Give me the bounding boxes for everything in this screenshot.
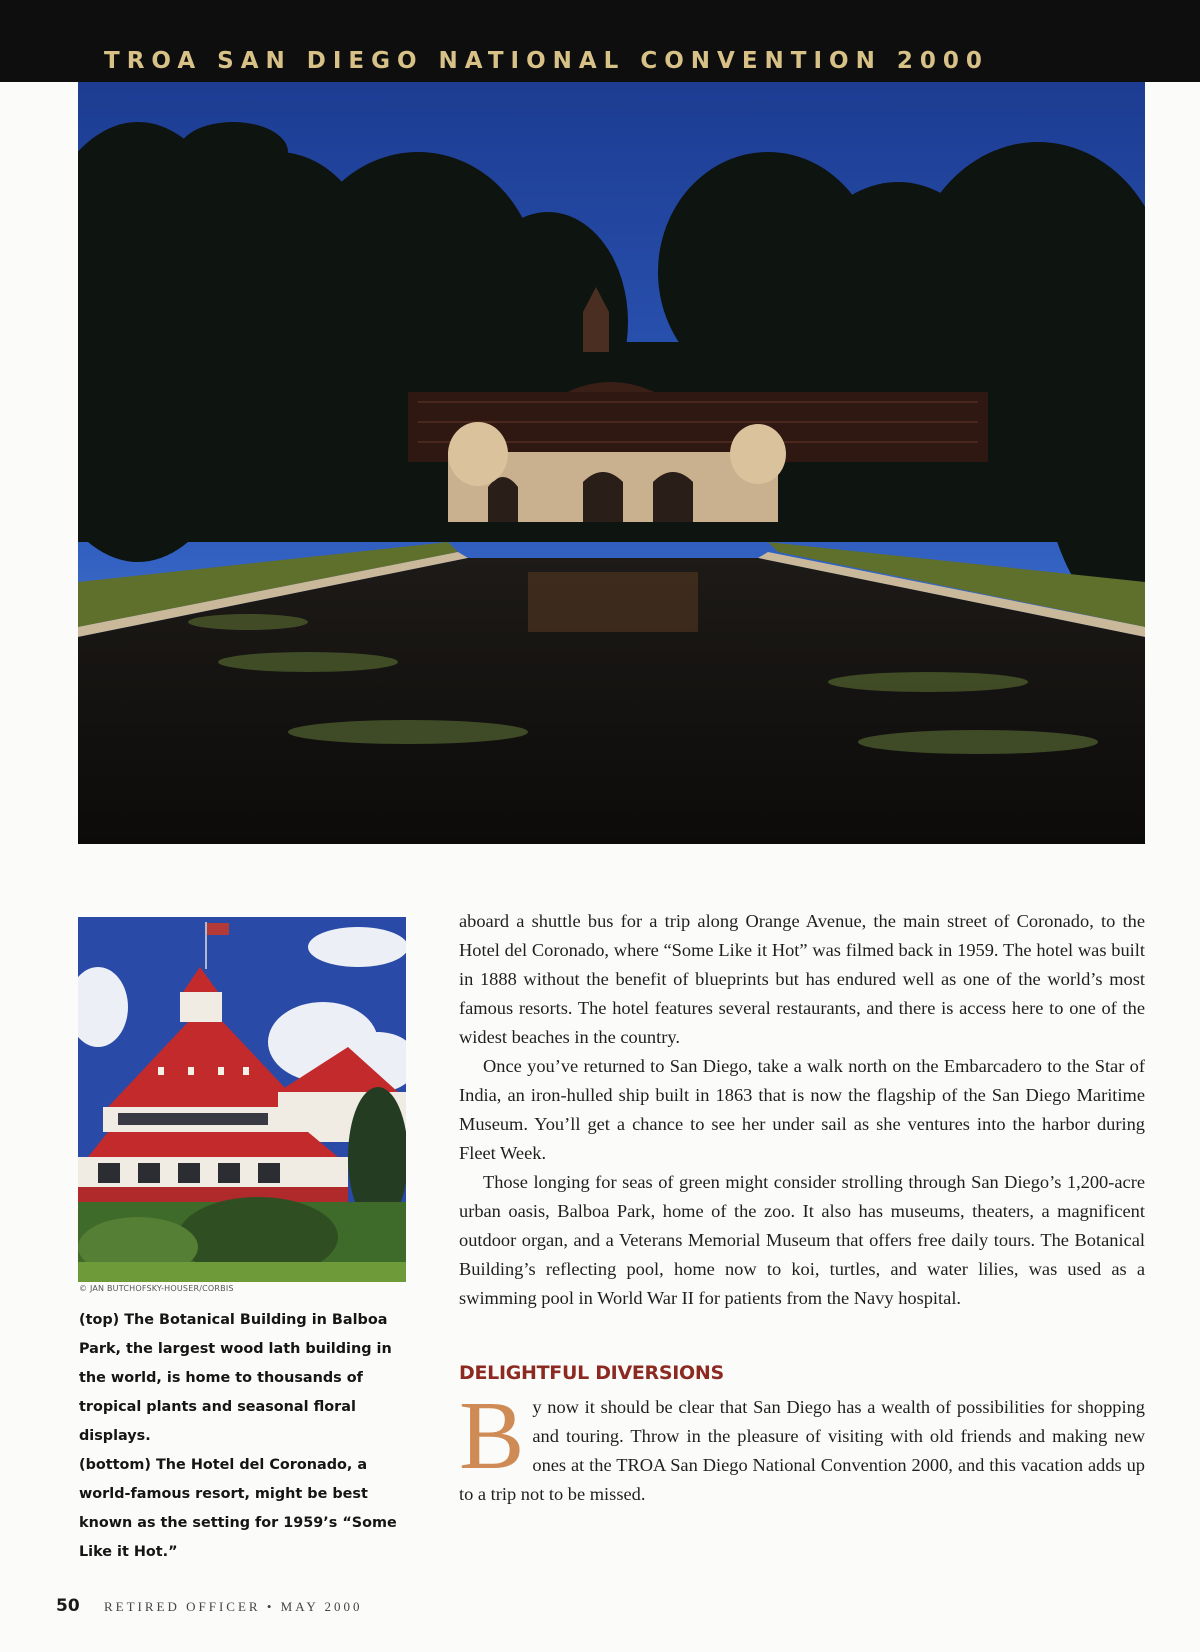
hotel-del-coronado-photo: [78, 917, 406, 1282]
botanical-building-photo: [78, 82, 1145, 844]
page-number: 50: [56, 1596, 80, 1616]
publication-footer: RETIRED OFFICER • MAY 2000: [104, 1599, 363, 1614]
article-paragraph: aboard a shuttle bus for a trip along Orange Avenue, the main street of Coronado, to the Hotel del Coronado, where “Some Like it Hot” was filmed back in 1959. The hotel was built in 1888 without the benefit of blueprints but has endured well as one of the world’s most famous resorts. The hotel features several restaurants, and there is access here to one of the widest beaches in the country.: [459, 911, 1145, 1047]
article-paragraph: Once you’ve returned to San Diego, take a walk north on the Embarcadero to the Star of India, an iron-hulled ship built in 1863 that is now the flagship of the San Diego Maritime Museum. You’ll get a chance to see her under sail as she ventures into the harbor during Fleet Week.: [459, 1056, 1145, 1163]
photo-credit: © JAN BUTCHOFSKY-HOUSER/CORBIS: [79, 1284, 234, 1293]
article-paragraph: Those longing for seas of green might consider strolling through San Diego’s 1,200-acre urban oasis, Balboa Park, home of the zoo. It also has museums, theaters, a magnificent outdoor organ, and a Veterans Memorial Museum that offers free daily tours. The Botanical Building’s reflecting pool, home now to koi, turtles, and water lilies, was used as a swimming pool in World War II for patients from the Navy hospital.: [459, 1172, 1145, 1308]
page-header-title: TROA SAN DIEGO NATIONAL CONVENTION 2000: [104, 48, 989, 74]
caption-top: (top) The Botanical Building in Balboa Park, the largest wood lath building in the world, is home to thousands of tropical plants and seasonal floral displays.: [79, 1312, 392, 1444]
section-heading: DELIGHTFUL DIVERSIONS: [459, 1362, 724, 1384]
article-body: [459, 907, 1145, 1313]
caption-bottom: (bottom) The Hotel del Coronado, a world-famous resort, might be best known as the setting for 1959’s “Some Like it Hot.”: [79, 1457, 397, 1560]
drop-cap: B: [459, 1382, 525, 1490]
closing-paragraph: [459, 1382, 1145, 1509]
photo-captions: [79, 1306, 414, 1567]
closing-text: y now it should be clear that San Diego has a wealth of possibilities for shopping and touring. Throw in the pleasure of visiting with old friends and making new ones at the TROA San Diego National Convention 2000, and this vacation adds up to a trip not to be missed.: [459, 1397, 1145, 1504]
